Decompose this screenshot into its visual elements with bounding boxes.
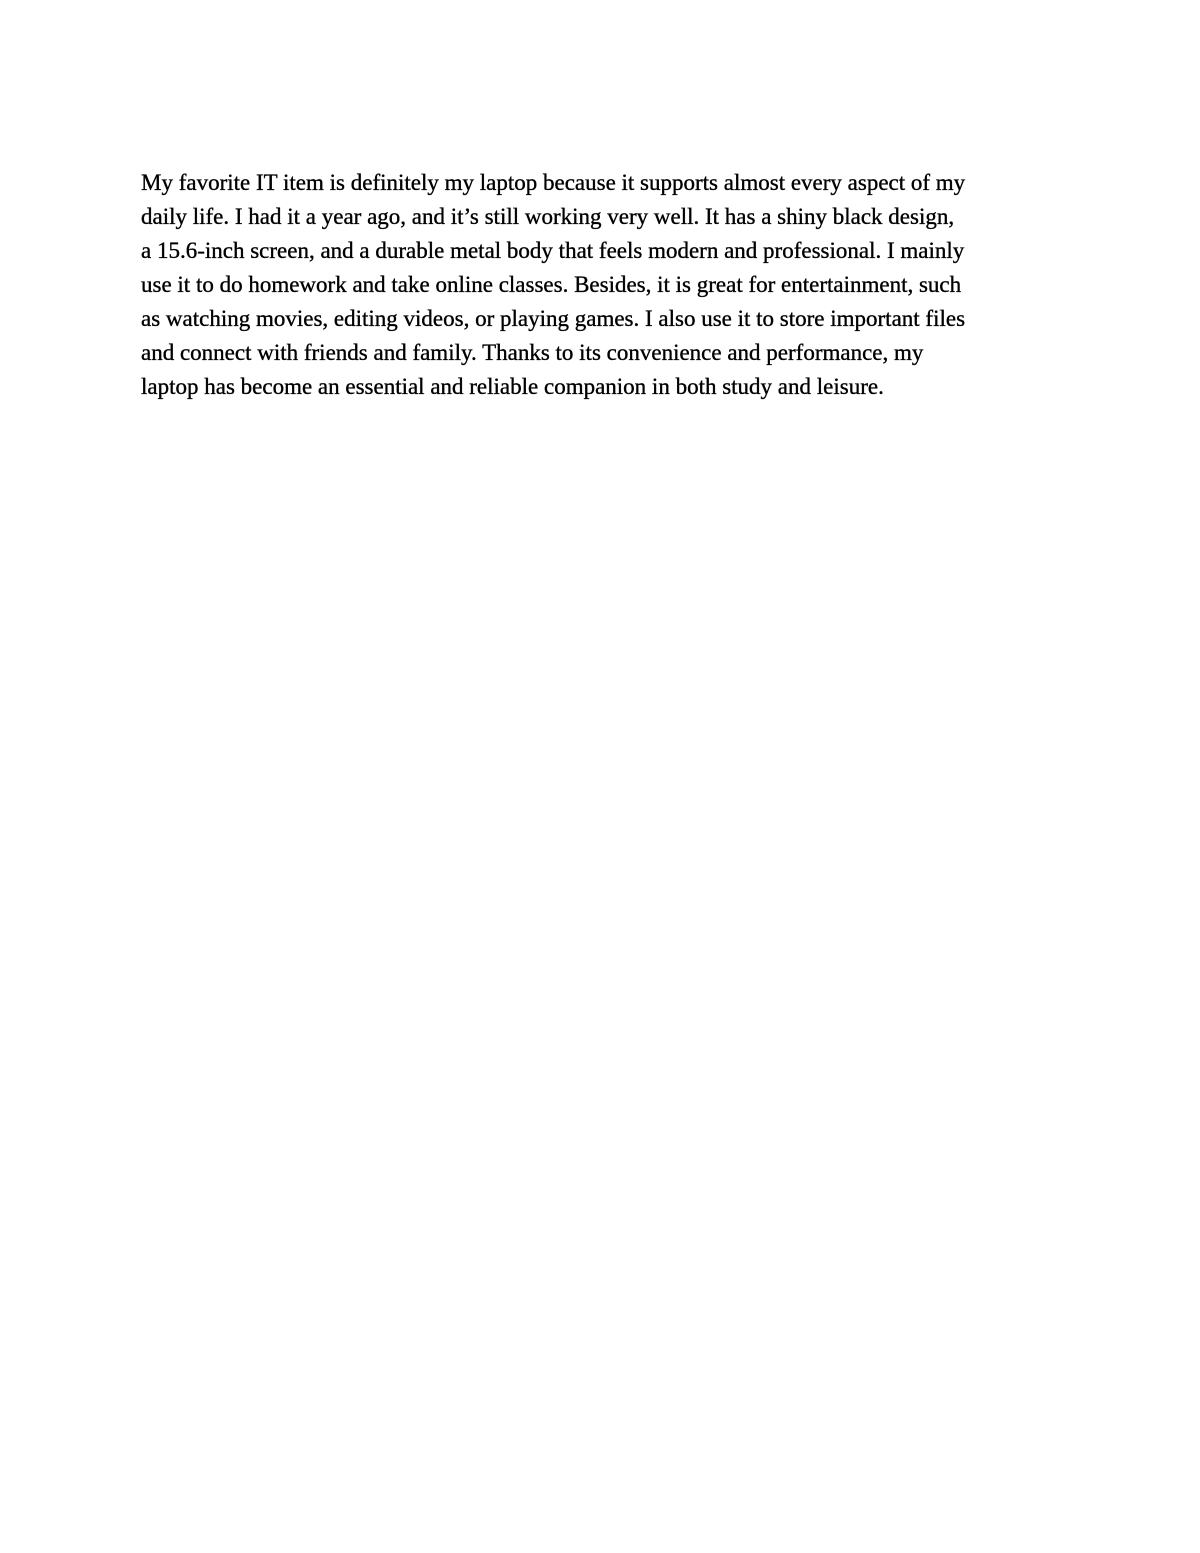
paragraph-line-1: My favorite IT item is definitely my laptop because it supports almost every aspect of my xyxy=(141,170,966,195)
body-paragraph xyxy=(141,166,1081,404)
paragraph-line-6: and connect with friends and family. Thanks to its convenience and performance, my xyxy=(141,340,924,365)
paragraph-line-2: daily life. I had it a year ago, and it’s still working very well. It has a shiny black design, xyxy=(141,204,955,229)
paragraph-line-7: laptop has become an essential and reliable companion in both study and leisure. xyxy=(141,374,884,399)
paragraph-line-3: a 15.6-inch screen, and a durable metal body that feels modern and professional. I mainly xyxy=(141,238,965,263)
paragraph-line-5: as watching movies, editing videos, or playing games. I also use it to store important files xyxy=(141,306,966,331)
paragraph-line-4: use it to do homework and take online classes. Besides, it is great for entertainment, such xyxy=(141,272,962,297)
